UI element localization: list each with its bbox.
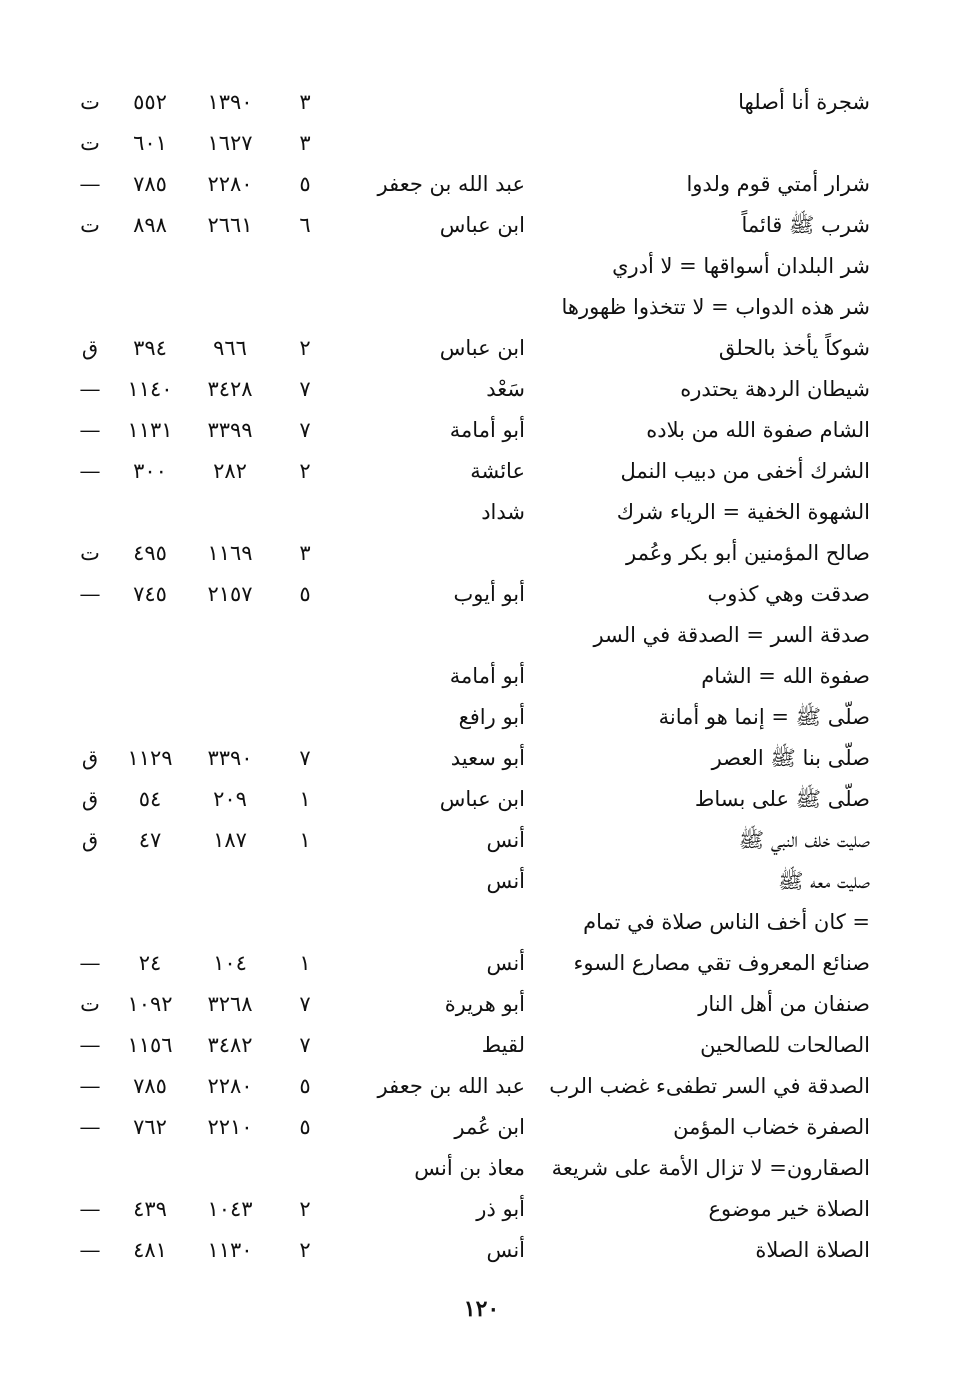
grade-mark: ق [81, 787, 99, 811]
grade-mark [70, 492, 110, 533]
index-row [60, 287, 880, 328]
narrator-name: أبو هريرة [444, 992, 525, 1016]
volume-number [290, 656, 320, 697]
index-row [60, 984, 880, 1025]
grade-mark [70, 615, 110, 656]
index-row [60, 1230, 880, 1271]
narrator-name: معاذ بن أنس [414, 1156, 525, 1180]
entry-text: الشهوة الخفية = الرياء شرك [616, 500, 870, 524]
hadith-number [195, 902, 265, 943]
hadith-number [195, 246, 265, 287]
narrator-name: أنس [486, 869, 525, 893]
hadith-number: ٩٦٦ [213, 336, 247, 360]
index-row [60, 164, 880, 205]
hadith-number: ١١٦٩ [207, 541, 253, 565]
index-row [60, 1148, 880, 1189]
hadith-number: ١٠٤٣ [207, 1197, 253, 1221]
volume-number [290, 492, 320, 533]
volume-number: ٣ [299, 541, 311, 565]
entry-text: الصلاة خير موضوع [708, 1197, 870, 1221]
volume-number [290, 246, 320, 287]
entry-text: الصقارون= لا تزال الأمة على شريعة [551, 1156, 870, 1180]
entry-text: شجرة أنا أصلها [738, 90, 870, 114]
volume-number: ٧ [299, 377, 311, 401]
narrator-name: عائشة [470, 459, 525, 483]
entry-text: شر هذه الدواب = لا تتخذوا ظهورها [561, 295, 870, 319]
index-row [60, 615, 880, 656]
hadith-number: ١٣٩٠ [207, 90, 253, 114]
narrator-name: ابن عباس [439, 336, 525, 360]
volume-number: ٧ [299, 992, 311, 1016]
hadith-number [195, 492, 265, 533]
hadith-number [195, 615, 265, 656]
narrator-name: أبو أيوب [453, 582, 525, 606]
hadith-number: ٢٠٩ [213, 787, 247, 811]
secondary-number: ٥٤ [138, 787, 162, 811]
volume-number: ٥ [299, 172, 311, 196]
narrator-name: ابن عُمر [454, 1115, 525, 1139]
volume-number: ٢ [299, 459, 311, 483]
grade-mark: ت [80, 992, 100, 1016]
page-number: ١٢٠ [463, 1296, 500, 1322]
volume-number [290, 1148, 320, 1189]
entry-text: شرار أمتي قوم ولدوا [686, 172, 870, 196]
volume-number: ١ [299, 828, 311, 852]
grade-mark: — [79, 951, 101, 975]
narrator-name: أنس [486, 828, 525, 852]
entry-text: شر البلدان أسواقها = لا أدري [612, 254, 870, 278]
secondary-number [115, 861, 185, 902]
volume-number: ٣ [299, 90, 311, 114]
narrator-name: أبو أمامة [449, 664, 525, 688]
index-row [60, 902, 880, 943]
narrator-name [345, 902, 525, 943]
narrator-name: أبو سعيد [450, 746, 525, 770]
secondary-number: ٤٩٥ [133, 541, 167, 565]
grade-mark: ق [81, 746, 99, 770]
secondary-number: ٣٩٤ [133, 336, 167, 360]
hadith-number: ٢٢٨٠ [207, 1074, 253, 1098]
volume-number: ٦ [299, 213, 311, 237]
secondary-number: ١١٢٩ [127, 746, 173, 770]
narrator-name [345, 123, 525, 164]
secondary-number: ٥٥٢ [133, 90, 167, 114]
narrator-name: شداد [481, 500, 525, 524]
hadith-number [195, 861, 265, 902]
index-row [60, 492, 880, 533]
secondary-number [115, 697, 185, 738]
grade-mark: — [79, 1033, 101, 1057]
index-row [60, 820, 880, 861]
entry-text: صلّى ﷺ على بساط [694, 787, 870, 811]
narrator-name: أنس [486, 951, 525, 975]
grade-mark [70, 902, 110, 943]
volume-number: ٥ [299, 582, 311, 606]
secondary-number: ٧٨٥ [133, 1074, 167, 1098]
index-row [60, 205, 880, 246]
secondary-number: ٧٨٥ [133, 172, 167, 196]
entry-text: صدقة السر = الصدقة في السر [593, 623, 870, 647]
hadith-number: ٣٣٩٠ [207, 746, 253, 770]
index-row [60, 410, 880, 451]
hadith-number: ٢٦٦١ [207, 213, 253, 237]
narrator-name: عبد الله بن جعفر [377, 172, 525, 196]
volume-number: ٢ [299, 1238, 311, 1262]
index-row [60, 779, 880, 820]
entry-text: شرب ﷺ قائماً [741, 213, 870, 237]
grade-mark: — [79, 377, 101, 401]
grade-mark: ت [80, 541, 100, 565]
grade-mark: — [79, 1074, 101, 1098]
hadith-number [195, 656, 265, 697]
narrator-name: سَعْد [486, 377, 525, 401]
grade-mark: — [79, 1115, 101, 1139]
index-row [60, 246, 880, 287]
index-row [60, 656, 880, 697]
grade-mark [70, 656, 110, 697]
volume-number [290, 287, 320, 328]
entry-text: صدقت وهي كذوب [707, 582, 870, 606]
narrator-name: أبو ذر [476, 1197, 525, 1221]
index-row [60, 369, 880, 410]
narrator-name: ابن عباس [439, 213, 525, 237]
hadith-number: ١٠٤ [213, 951, 247, 975]
hadith-number [195, 697, 265, 738]
hadith-number: ٢٢٨٠ [207, 172, 253, 196]
entry-text: الصفرة خضاب المؤمن [673, 1115, 870, 1139]
volume-number [290, 902, 320, 943]
narrator-name [345, 287, 525, 328]
grade-mark [70, 246, 110, 287]
grade-mark [70, 697, 110, 738]
volume-number [290, 697, 320, 738]
grade-mark: — [79, 1197, 101, 1221]
hadith-number: ٢١٥٧ [207, 582, 253, 606]
volume-number: ٢ [299, 336, 311, 360]
index-row [60, 1189, 880, 1230]
hadith-number: ٢٢١٠ [207, 1115, 253, 1139]
entry-text: صلّى بنا ﷺ العصر [711, 746, 870, 770]
narrator-name: عبد الله بن جعفر [377, 1074, 525, 1098]
entry-text: الشام صفوة الله من بلاده [646, 418, 870, 442]
secondary-number [115, 246, 185, 287]
secondary-number [115, 1148, 185, 1189]
grade-mark [70, 861, 110, 902]
volume-number: ١ [299, 951, 311, 975]
index-row [60, 1066, 880, 1107]
grade-mark: — [79, 172, 101, 196]
hadith-number [195, 1148, 265, 1189]
index-row [60, 328, 880, 369]
entry-text: صنفان من أهل النار [698, 992, 870, 1016]
narrator-name: ابن عباس [439, 787, 525, 811]
secondary-number [115, 902, 185, 943]
volume-number: ٧ [299, 1033, 311, 1057]
hadith-number: ١١٣٠ [207, 1238, 253, 1262]
grade-mark: ت [80, 131, 100, 155]
secondary-number [115, 656, 185, 697]
narrator-name [345, 82, 525, 123]
grade-mark: — [79, 1238, 101, 1262]
volume-number: ٥ [299, 1074, 311, 1098]
volume-number: ١ [299, 787, 311, 811]
secondary-number: ٤٧ [138, 828, 162, 852]
narrator-name [345, 615, 525, 656]
grade-mark: — [79, 418, 101, 442]
index-row [60, 451, 880, 492]
secondary-number: ٧٤٥ [133, 582, 167, 606]
secondary-number: ١١٤٠ [127, 377, 173, 401]
entry-text: صليت معه ﷺ [778, 869, 870, 893]
grade-mark: ت [80, 213, 100, 237]
entry-text: الصدقة في السر تطفىء غضب الرب [549, 1074, 870, 1098]
hadith-number: ٣٤٨٢ [207, 1033, 253, 1057]
entry-text: الصلاة الصلاة [755, 1238, 870, 1262]
volume-number: ٥ [299, 1115, 311, 1139]
grade-mark: — [79, 582, 101, 606]
hadith-number: ٢٨٢ [213, 459, 247, 483]
secondary-number: ١١٥٦ [127, 1033, 173, 1057]
volume-number: ٧ [299, 746, 311, 770]
index-row [60, 861, 880, 902]
entry-text: الصالحات للصالحين [700, 1033, 870, 1057]
secondary-number: ٣٠٠ [133, 459, 167, 483]
entry-text: صفوة الله = الشام [701, 664, 870, 688]
secondary-number: ١١٣١ [127, 418, 173, 442]
index-row [60, 943, 880, 984]
index-row [60, 123, 880, 164]
volume-number [290, 615, 320, 656]
hadith-number [195, 287, 265, 328]
narrator-name [345, 246, 525, 287]
grade-mark [70, 1148, 110, 1189]
hadith-number: ٣٢٦٨ [207, 992, 253, 1016]
volume-number: ٢ [299, 1197, 311, 1221]
grade-mark: ت [80, 90, 100, 114]
volume-number: ٧ [299, 418, 311, 442]
secondary-number [115, 492, 185, 533]
volume-number: ٣ [299, 131, 311, 155]
grade-mark [70, 287, 110, 328]
secondary-number: ٦٠١ [133, 131, 167, 155]
secondary-number: ٢٤ [138, 951, 162, 975]
hadith-number: ٣٤٢٨ [207, 377, 253, 401]
secondary-number: ٤٣٩ [133, 1197, 167, 1221]
entry-text: صلّى ﷺ = إنما هو أمانة [658, 705, 870, 729]
entry-text: الشرك أخفى من دبيب النمل [620, 459, 870, 483]
secondary-number: ١٠٩٢ [127, 992, 173, 1016]
hadith-number: ٣٣٩٩ [207, 418, 253, 442]
entry-text: شوكاً يأخذ بالحلق [718, 336, 870, 360]
entry-text: صليت خلف النبي ﷺ [738, 828, 870, 852]
secondary-number: ٨٩٨ [133, 213, 167, 237]
narrator-name: أبو أمامة [449, 418, 525, 442]
secondary-number: ٧٦٢ [133, 1115, 167, 1139]
hadith-index-table [60, 82, 880, 1271]
secondary-number: ٤٨١ [133, 1238, 167, 1262]
grade-mark: ق [81, 336, 99, 360]
hadith-number: ١٦٢٧ [207, 131, 253, 155]
entry-text: شيطان الردهة يحتدره [680, 377, 870, 401]
index-row [60, 738, 880, 779]
entry-text: صالح المؤمنين أبو بكر وعُمر [626, 541, 870, 565]
index-row [60, 1025, 880, 1066]
narrator-name: لقيط [481, 1033, 525, 1057]
volume-number [290, 861, 320, 902]
entry-text: صنائع المعروف تقي مصارع السوء [573, 951, 870, 975]
narrator-name: أنس [486, 1238, 525, 1262]
secondary-number [115, 615, 185, 656]
secondary-number [115, 287, 185, 328]
narrator-name [345, 533, 525, 574]
index-row [60, 533, 880, 574]
grade-mark: — [79, 459, 101, 483]
narrator-name: أبو رافع [458, 705, 525, 729]
index-row [60, 697, 880, 738]
index-row [60, 1107, 880, 1148]
grade-mark: ق [81, 828, 99, 852]
entry-text: = كان أخف الناس صلاة في تمام [583, 910, 870, 934]
hadith-number: ١٨٧ [213, 828, 247, 852]
entry-text [540, 123, 870, 164]
index-row [60, 574, 880, 615]
index-row [60, 82, 880, 123]
